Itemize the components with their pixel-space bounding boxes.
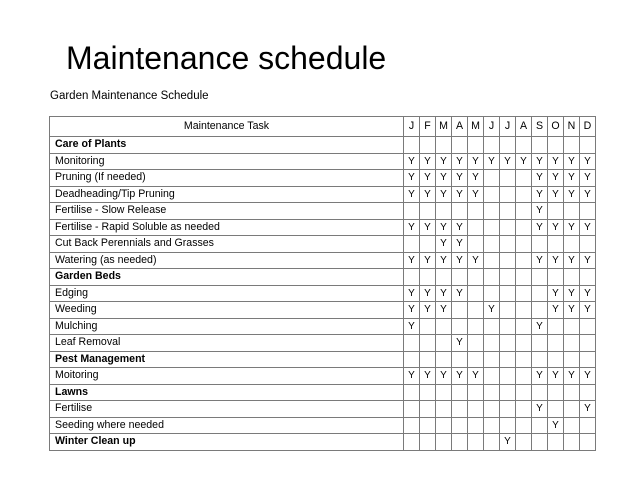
month-cell: Y xyxy=(452,153,468,170)
month-cell xyxy=(484,335,500,352)
maintenance-schedule-table xyxy=(49,116,596,451)
month-cell xyxy=(580,384,596,401)
month-cell xyxy=(500,401,516,418)
month-cell: Y xyxy=(404,285,420,302)
month-cell: Y xyxy=(564,170,580,187)
month-cell xyxy=(436,203,452,220)
month-cell: Y xyxy=(580,170,596,187)
month-cell: Y xyxy=(484,153,500,170)
month-cell xyxy=(564,236,580,253)
month-cell: Y xyxy=(548,170,564,187)
month-cell: Y xyxy=(468,368,484,385)
month-cell: Y xyxy=(580,219,596,236)
month-cell xyxy=(564,269,580,286)
month-cell: Y xyxy=(468,170,484,187)
month-cell: Y xyxy=(452,285,468,302)
month-cell: Y xyxy=(564,186,580,203)
month-cell xyxy=(436,401,452,418)
month-cell: Y xyxy=(436,153,452,170)
month-cell xyxy=(548,269,564,286)
month-cell xyxy=(500,170,516,187)
month-cell xyxy=(436,269,452,286)
month-cell xyxy=(500,318,516,335)
month-cell xyxy=(516,318,532,335)
month-cell xyxy=(468,137,484,154)
month-cell xyxy=(484,219,500,236)
month-cell xyxy=(436,384,452,401)
month-cell xyxy=(484,170,500,187)
month-cell xyxy=(452,269,468,286)
task-label: Seeding where needed xyxy=(50,417,404,434)
month-cell: Y xyxy=(500,434,516,451)
month-cell xyxy=(484,351,500,368)
month-cell xyxy=(420,434,436,451)
month-cell xyxy=(500,285,516,302)
month-cell: Y xyxy=(420,170,436,187)
task-label: Cut Back Perennials and Grasses xyxy=(50,236,404,253)
section-label: Lawns xyxy=(50,384,404,401)
month-cell: Y xyxy=(452,186,468,203)
month-cell: Y xyxy=(420,153,436,170)
month-cell xyxy=(452,434,468,451)
month-cell xyxy=(500,302,516,319)
month-cell: Y xyxy=(580,153,596,170)
month-cell: Y xyxy=(420,368,436,385)
month-cell: Y xyxy=(452,335,468,352)
month-cell: Y xyxy=(420,186,436,203)
month-cell xyxy=(452,401,468,418)
month-cell xyxy=(500,351,516,368)
month-cell xyxy=(436,137,452,154)
month-cell xyxy=(564,351,580,368)
month-cell xyxy=(516,252,532,269)
month-cell xyxy=(468,236,484,253)
month-cell xyxy=(468,335,484,352)
month-cell xyxy=(548,137,564,154)
month-cell: Y xyxy=(580,252,596,269)
month-cell: Y xyxy=(564,368,580,385)
section-label: Garden Beds xyxy=(50,269,404,286)
month-cell xyxy=(580,318,596,335)
task-label: Fertilise xyxy=(50,401,404,418)
month-cell: Y xyxy=(404,368,420,385)
section-label: Pest Management xyxy=(50,351,404,368)
month-cell: Y xyxy=(404,252,420,269)
month-cell: Y xyxy=(532,252,548,269)
section-label: Winter Clean up xyxy=(50,434,404,451)
month-cell xyxy=(516,351,532,368)
task-label: Leaf Removal xyxy=(50,335,404,352)
month-header: M xyxy=(468,117,484,137)
month-cell xyxy=(452,318,468,335)
table-row xyxy=(50,252,596,269)
month-cell xyxy=(564,384,580,401)
month-cell xyxy=(516,384,532,401)
month-cell: Y xyxy=(580,302,596,319)
month-cell xyxy=(468,219,484,236)
month-cell xyxy=(484,203,500,220)
month-cell xyxy=(404,269,420,286)
month-cell: Y xyxy=(404,170,420,187)
month-cell xyxy=(564,417,580,434)
month-cell: Y xyxy=(564,153,580,170)
month-cell xyxy=(452,302,468,319)
month-cell xyxy=(516,203,532,220)
month-cell xyxy=(532,335,548,352)
month-cell xyxy=(516,434,532,451)
month-cell: Y xyxy=(548,417,564,434)
month-cell xyxy=(484,384,500,401)
month-cell xyxy=(468,269,484,286)
month-cell xyxy=(548,434,564,451)
month-cell xyxy=(404,417,420,434)
month-cell: Y xyxy=(564,252,580,269)
month-cell: Y xyxy=(532,219,548,236)
month-cell xyxy=(484,318,500,335)
table-header-row xyxy=(50,117,596,137)
month-cell xyxy=(484,269,500,286)
month-header: J xyxy=(484,117,500,137)
month-cell xyxy=(468,401,484,418)
month-cell: Y xyxy=(532,153,548,170)
month-cell: Y xyxy=(580,368,596,385)
month-cell xyxy=(548,384,564,401)
month-cell xyxy=(532,137,548,154)
month-cell: Y xyxy=(436,252,452,269)
table-row xyxy=(50,401,596,418)
month-cell: Y xyxy=(532,170,548,187)
month-cell xyxy=(452,351,468,368)
task-label: Monitoring xyxy=(50,153,404,170)
month-header: J xyxy=(404,117,420,137)
month-cell xyxy=(404,384,420,401)
section-row xyxy=(50,269,596,286)
month-cell xyxy=(468,384,484,401)
schedule-caption: Garden Maintenance Schedule xyxy=(50,90,209,102)
month-cell xyxy=(516,302,532,319)
month-cell xyxy=(532,236,548,253)
month-cell: Y xyxy=(404,318,420,335)
month-cell xyxy=(580,269,596,286)
month-cell xyxy=(532,285,548,302)
table-row xyxy=(50,186,596,203)
month-cell: Y xyxy=(452,170,468,187)
month-header: N xyxy=(564,117,580,137)
month-cell xyxy=(516,417,532,434)
task-label: Pruning (If needed) xyxy=(50,170,404,187)
month-cell: Y xyxy=(420,285,436,302)
month-cell xyxy=(484,285,500,302)
month-cell xyxy=(580,236,596,253)
month-cell xyxy=(564,434,580,451)
month-cell xyxy=(420,137,436,154)
task-label: Fertilise - Rapid Soluble as needed xyxy=(50,219,404,236)
month-cell xyxy=(484,368,500,385)
month-cell xyxy=(532,302,548,319)
month-cell: Y xyxy=(548,153,564,170)
month-header: D xyxy=(580,117,596,137)
task-label: Mulching xyxy=(50,318,404,335)
month-cell xyxy=(548,335,564,352)
task-column-header: Maintenance Task xyxy=(50,117,404,137)
month-cell xyxy=(452,137,468,154)
month-cell: Y xyxy=(420,252,436,269)
month-cell xyxy=(516,401,532,418)
month-cell xyxy=(420,351,436,368)
month-cell xyxy=(404,401,420,418)
month-cell xyxy=(500,368,516,385)
month-cell xyxy=(420,417,436,434)
month-cell xyxy=(420,236,436,253)
schedule-body xyxy=(50,137,596,451)
month-header: O xyxy=(548,117,564,137)
month-header: F xyxy=(420,117,436,137)
month-cell xyxy=(484,236,500,253)
month-cell: Y xyxy=(452,236,468,253)
month-cell xyxy=(436,351,452,368)
table-row xyxy=(50,236,596,253)
month-cell xyxy=(436,417,452,434)
month-cell xyxy=(500,186,516,203)
month-cell xyxy=(500,219,516,236)
section-row xyxy=(50,434,596,451)
month-cell xyxy=(548,401,564,418)
month-cell: Y xyxy=(532,401,548,418)
month-cell xyxy=(420,401,436,418)
month-cell xyxy=(484,417,500,434)
month-cell xyxy=(500,417,516,434)
table-row xyxy=(50,285,596,302)
month-cell xyxy=(404,137,420,154)
month-cell: Y xyxy=(500,153,516,170)
month-cell xyxy=(404,351,420,368)
month-cell xyxy=(452,417,468,434)
month-cell xyxy=(468,318,484,335)
month-cell: Y xyxy=(436,302,452,319)
month-header: S xyxy=(532,117,548,137)
month-cell xyxy=(580,203,596,220)
month-cell xyxy=(564,318,580,335)
month-cell xyxy=(404,203,420,220)
month-cell xyxy=(580,351,596,368)
month-cell xyxy=(420,269,436,286)
month-cell xyxy=(484,252,500,269)
month-cell: Y xyxy=(468,153,484,170)
table-row xyxy=(50,153,596,170)
month-cell xyxy=(500,252,516,269)
month-cell xyxy=(564,335,580,352)
task-label: Watering (as needed) xyxy=(50,252,404,269)
month-cell: Y xyxy=(436,186,452,203)
month-header: A xyxy=(452,117,468,137)
month-cell xyxy=(468,351,484,368)
month-cell: Y xyxy=(436,219,452,236)
month-cell xyxy=(420,384,436,401)
month-cell xyxy=(452,203,468,220)
month-cell xyxy=(548,318,564,335)
month-cell: Y xyxy=(580,401,596,418)
month-cell xyxy=(516,285,532,302)
month-cell: Y xyxy=(404,153,420,170)
month-cell: Y xyxy=(580,186,596,203)
month-cell: Y xyxy=(436,368,452,385)
table-row xyxy=(50,170,596,187)
month-cell xyxy=(484,434,500,451)
task-label: Fertilise - Slow Release xyxy=(50,203,404,220)
month-cell: Y xyxy=(564,302,580,319)
month-cell xyxy=(564,401,580,418)
month-cell: Y xyxy=(404,302,420,319)
month-cell: Y xyxy=(548,302,564,319)
month-cell xyxy=(484,137,500,154)
table-row xyxy=(50,368,596,385)
month-cell xyxy=(436,335,452,352)
month-header: J xyxy=(500,117,516,137)
month-cell: Y xyxy=(532,186,548,203)
month-cell: Y xyxy=(548,219,564,236)
month-cell: Y xyxy=(532,368,548,385)
month-cell xyxy=(532,269,548,286)
month-cell: Y xyxy=(420,302,436,319)
month-cell: Y xyxy=(548,285,564,302)
month-cell xyxy=(516,335,532,352)
month-cell xyxy=(532,417,548,434)
month-cell xyxy=(500,384,516,401)
month-cell: Y xyxy=(484,302,500,319)
month-cell xyxy=(564,137,580,154)
task-label: Edging xyxy=(50,285,404,302)
table-row xyxy=(50,417,596,434)
month-cell: Y xyxy=(436,170,452,187)
month-cell: Y xyxy=(436,285,452,302)
month-cell xyxy=(404,434,420,451)
month-cell xyxy=(468,417,484,434)
section-row xyxy=(50,384,596,401)
month-cell xyxy=(468,203,484,220)
month-cell: Y xyxy=(436,236,452,253)
month-cell: Y xyxy=(532,203,548,220)
month-cell xyxy=(484,401,500,418)
month-cell xyxy=(468,302,484,319)
month-cell: Y xyxy=(468,252,484,269)
task-label: Weeding xyxy=(50,302,404,319)
month-cell xyxy=(468,285,484,302)
month-cell: Y xyxy=(404,186,420,203)
task-label: Deadheading/Tip Pruning xyxy=(50,186,404,203)
month-header: M xyxy=(436,117,452,137)
section-row xyxy=(50,351,596,368)
table-row xyxy=(50,302,596,319)
month-cell: Y xyxy=(580,285,596,302)
month-cell: Y xyxy=(548,186,564,203)
month-cell xyxy=(516,368,532,385)
month-cell: Y xyxy=(564,285,580,302)
month-cell xyxy=(532,384,548,401)
month-cell xyxy=(516,269,532,286)
month-cell xyxy=(516,236,532,253)
month-cell xyxy=(548,236,564,253)
month-cell xyxy=(580,417,596,434)
month-cell xyxy=(404,335,420,352)
month-cell xyxy=(420,203,436,220)
month-cell xyxy=(484,186,500,203)
month-cell xyxy=(500,137,516,154)
month-cell xyxy=(580,137,596,154)
month-cell xyxy=(452,384,468,401)
month-cell xyxy=(532,434,548,451)
table-row xyxy=(50,203,596,220)
month-header: A xyxy=(516,117,532,137)
month-cell xyxy=(548,203,564,220)
section-row xyxy=(50,137,596,154)
month-cell xyxy=(404,236,420,253)
month-cell xyxy=(516,186,532,203)
month-cell xyxy=(516,219,532,236)
month-cell: Y xyxy=(452,219,468,236)
month-cell: Y xyxy=(564,219,580,236)
month-cell xyxy=(468,434,484,451)
month-cell xyxy=(580,434,596,451)
month-cell xyxy=(500,236,516,253)
month-cell: Y xyxy=(420,219,436,236)
month-cell xyxy=(548,351,564,368)
month-cell: Y xyxy=(548,368,564,385)
month-cell xyxy=(516,170,532,187)
month-cell xyxy=(500,335,516,352)
month-cell xyxy=(564,203,580,220)
month-cell: Y xyxy=(452,252,468,269)
month-cell xyxy=(420,318,436,335)
month-cell: Y xyxy=(452,368,468,385)
month-cell xyxy=(532,351,548,368)
table-row xyxy=(50,335,596,352)
month-cell xyxy=(420,335,436,352)
month-cell: Y xyxy=(404,219,420,236)
month-cell xyxy=(500,269,516,286)
month-cell: Y xyxy=(548,252,564,269)
month-cell: Y xyxy=(516,153,532,170)
month-cell xyxy=(436,434,452,451)
table-row xyxy=(50,318,596,335)
month-cell: Y xyxy=(468,186,484,203)
month-cell: Y xyxy=(532,318,548,335)
section-label: Care of Plants xyxy=(50,137,404,154)
month-cell xyxy=(580,335,596,352)
task-label: Moitoring xyxy=(50,368,404,385)
month-cell xyxy=(500,203,516,220)
month-cell xyxy=(516,137,532,154)
table-row xyxy=(50,219,596,236)
slide-title: Maintenance schedule xyxy=(66,40,387,76)
month-cell xyxy=(436,318,452,335)
